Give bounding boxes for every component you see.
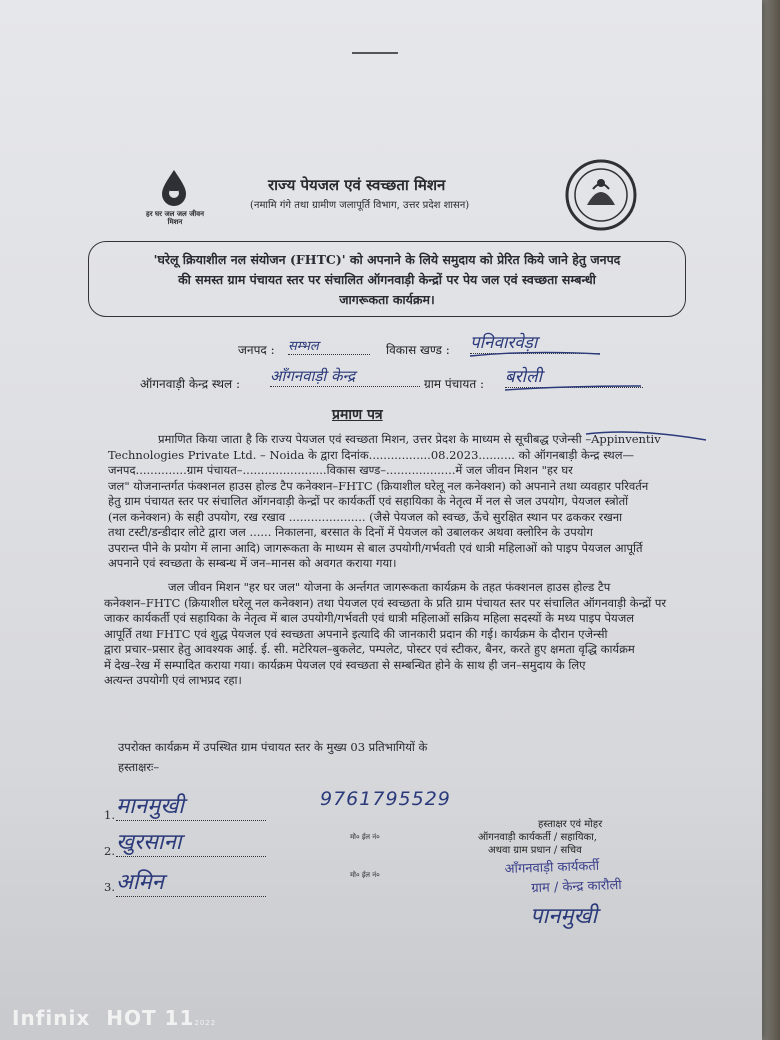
- p1-line-6: (नल कनेक्शन) के सही उपयोग, रख रखाव ..................... (जैसे पेयजल को स्वच्छ, ऊँचे सुरक्षित स्थान पर ढककर रखना: [108, 509, 623, 524]
- p1-line-9: अपनाने एवं स्वच्छता के सम्बन्ध में जन–मानस को अवगत कराया गया।: [108, 556, 397, 570]
- camera-brand: Infinix: [12, 1006, 91, 1030]
- p1-line-4: जल" योजनान्तर्गत फंक्शनल हाउस होल्ड टैप कनेक्शन–FHTC (क्रियाशील घरेलू नल कनेक्शन) को अपनाने तथा व्यवहार परिवर्तन: [108, 478, 649, 493]
- aanganwadi-sthal-label: ऑगनवाड़ी केन्द्र स्थल :: [140, 377, 241, 391]
- p2-line-3: जाकर कार्यकर्ती एवं सहायिका के नेतृत्व में बाल उपयोगी/गर्भवती एवं धात्री महिलाओं सक्रिय महिला सदस्यों के मध्य पाइप पेयजल: [104, 611, 635, 625]
- document-subtitle: (नमामि गंगे तथा ग्रामीण जलापूर्ति विभाग, उत्तर प्रदेश शासन): [250, 200, 470, 211]
- stamp-line-2: ग्राम / केन्द्र कारौली: [531, 877, 622, 897]
- aanganwadi-sthal-value: आँगनवाड़ी केन्द्र: [270, 366, 420, 387]
- janpad-label: जनपद :: [238, 343, 275, 357]
- signatures-label: हस्ताक्षरः–: [118, 760, 160, 774]
- camera-year: 2022: [194, 1019, 217, 1027]
- vikas-khand-value: पनिवारवेड़ा: [470, 330, 600, 354]
- camera-watermark: [12, 1006, 216, 1030]
- certificate-title: प्रमाण पत्र: [332, 407, 383, 423]
- p1-line-8: उपरान्त पीने के प्रयोग में लाना आदि) जागरूकता के माध्यम से बाल उपयोगी/गर्भवती एवं धात्री महिलाओं को पाइप पेयजल आपूर्ति: [108, 540, 643, 555]
- official-line-3: अथवा ग्राम प्रधान / सचिव: [488, 845, 582, 856]
- p2-line-5: द्वारा प्रचार–प्रसार हेतु आवश्यक आई. ई. सी. मटेरियल–बुकलेट, पम्पलेट, पोस्टर एवं स्टीकर, बैनर, करते हुए क्षमता वृद्धि कार्यक्रम: [104, 642, 635, 656]
- signature-1-phone: 9761795529: [320, 788, 451, 810]
- p2-line-1: जल जीवन मिशन "हर घर जल" योजना के अर्न्तगत जागरूकता कार्यक्रम के तहत फंक्शनल हाउस होल्ड टैप: [168, 580, 611, 594]
- signature-3-mobile-label: मो० ईल नं०: [350, 871, 380, 879]
- p2-line-6: में देख–रेख में सम्पादित कराया गया। कार्यक्रम पेयजल एवं स्वच्छता से सम्बन्धित होने के साथ ही जन–समुदाय के लिए: [104, 657, 586, 672]
- janpad-value: सम्भल: [288, 336, 370, 355]
- official-line-1: हस्ताक्षर एवं मोहर: [538, 819, 603, 830]
- p1-line-1: प्रमाणित किया जाता है कि राज्य पेयजल एवं स्वच्छता मिशन, उत्तर प्रेदश के माध्यम से सूचीबद्ध एजेन्सी –Appinventiv: [158, 432, 661, 446]
- logo-text: हर घर जल जल जीवन मिशन: [146, 210, 204, 226]
- gram-panchayat-label: ग्राम पंचायत :: [424, 377, 485, 391]
- p2-line-2: कनेक्शन–FHTC (क्रियाशील घरेलू नल कनेक्शन) तथा पेयजल एवं स्वच्छता के प्रति ग्राम पंचायत स्तर पर संचालित ऑगनवाड़ी केन्द्रों पर: [104, 595, 667, 610]
- banner-line-1: 'घरेलू क्रियाशील नल संयोजन (FHTC)' को अपनाने के लिये समुदाय को प्रेरित किये जाने हेतु जनपद: [153, 252, 621, 267]
- signature-3-number: 3.: [104, 880, 115, 894]
- p2-line-7: अत्यन्त उपयोगी एवं लाभप्रद रहा।: [104, 673, 242, 687]
- banner-line-2: की समस्त ग्राम पंचायत स्तर पर संचालित ऑगनवाड़ी केन्द्रों पर पेय जल एवं स्वच्छता सम्बन्धी: [178, 272, 596, 287]
- p2-line-4: आपूर्ति तथा FHTC एवं शुद्ध पेयजल एवं स्वच्छता अपनाने इत्यादि की जानकारी प्रदान की गई। कार्यक्रम के दौरान एजेन्सी: [104, 626, 608, 641]
- banner-line-3: जागरूकता कार्यक्रम।: [339, 292, 435, 307]
- document-title: राज्य पेयजल एवं स्वच्छता मिशन: [268, 176, 446, 194]
- p1-line-3: जनपद..............ग्राम पंचायत–.......................विकास खण्ड–...................में जल जीवन मिशन "हर घर: [108, 463, 573, 477]
- signature-3-name: अमिन: [116, 866, 266, 897]
- p1-line-7: तथा टस्टी/डन्डीदार लोटे द्वारा जल ...... निकालना, बरसात के दिनों में पेयजल को उबालकर अथवा क्लोरिन के उपयोग: [108, 525, 593, 539]
- paper-mark: [352, 52, 398, 54]
- p1-line-2: Technologies Private Ltd. – Noida के द्वारा दिनांक.................08.2023.......... को ऑगनबाड़ी केन्द्र स्थल—: [108, 447, 635, 462]
- participants-line: उपरोक्त कार्यक्रम में उपस्थित ग्राम पंचायत स्तर के मुख्य 03 प्रतिभागियों के: [118, 740, 428, 754]
- camera-model: HOT 11: [106, 1006, 195, 1030]
- vikas-khand-label: विकास खण्ड :: [386, 343, 450, 357]
- official-line-2: ऑगनवाड़ी कार्यकर्ती / सहायिका,: [478, 832, 597, 843]
- gram-panchayat-value: बरोली: [505, 364, 643, 388]
- signature-2-name: खुरसाना: [116, 826, 266, 857]
- stamp-signature: पानमुखी: [530, 904, 598, 929]
- signature-2-number: 2.: [104, 844, 115, 858]
- signature-2-mobile-label: मो० ईल नं०: [350, 833, 380, 841]
- signature-1-name: मानमुखी: [116, 790, 266, 821]
- stamp-line-1: आँगनवाड़ी कार्यकर्ती: [504, 858, 600, 878]
- p1-line-5: हेतु ग्राम पंचायत स्तर पर संचालित ऑगनवाड़ी केन्द्रों पर कार्यकर्ती एवं सहायिका के नेतृत्व में नल से जल उपयोग, पेयजल स्त्रोतों: [108, 494, 629, 508]
- signature-1-number: 1.: [104, 808, 115, 822]
